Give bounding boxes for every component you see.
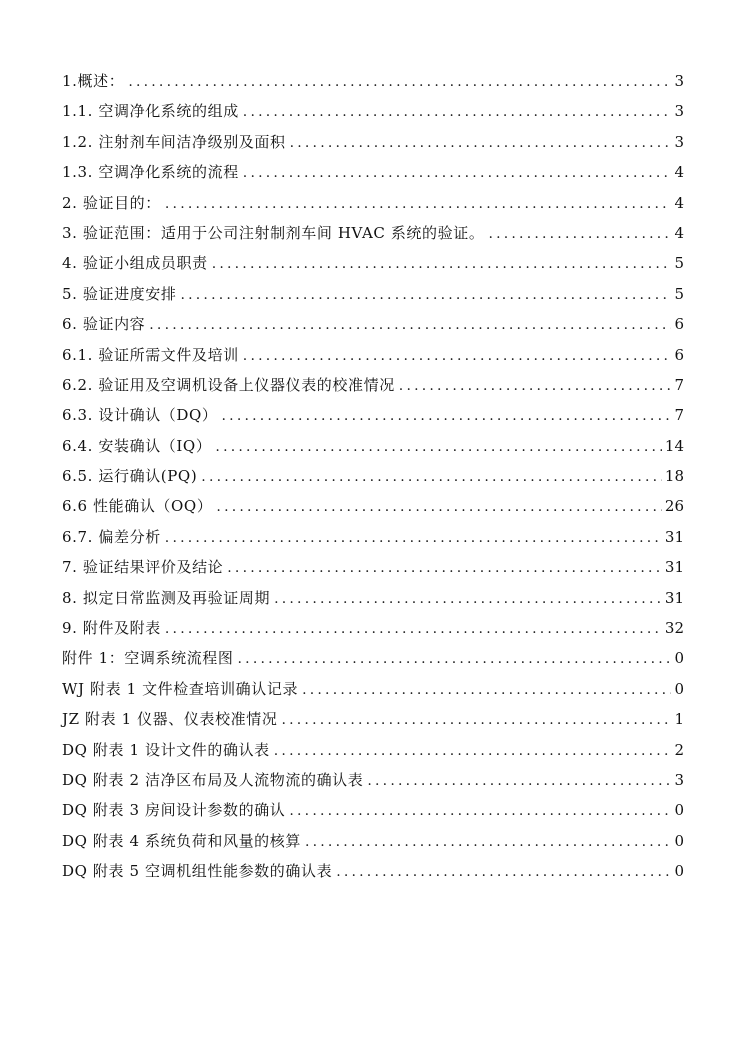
toc-entry-page: 26 xyxy=(664,497,684,516)
toc-entry-title: 6.2. 验证用及空调机设备上仪器仪表的校准情况 xyxy=(62,375,395,394)
toc-entry[interactable] xyxy=(62,400,684,430)
toc-entry[interactable] xyxy=(62,643,684,673)
toc-entry[interactable] xyxy=(62,218,684,248)
toc-entry-page: 3 xyxy=(674,72,684,90)
toc-entry[interactable] xyxy=(62,309,684,339)
toc-entry-page: 6 xyxy=(674,345,684,364)
toc-leader-dots xyxy=(149,310,671,340)
table-of-contents xyxy=(62,66,684,887)
toc-entry-title: 7. 验证结果评价及结论 xyxy=(62,558,224,577)
toc-entry[interactable] xyxy=(62,461,684,491)
toc-entry-page: 31 xyxy=(664,527,684,546)
toc-leader-dots xyxy=(281,705,671,735)
toc-leader-dots xyxy=(367,766,671,796)
toc-entry-title: 1.2. 注射剂车间洁净级别及面积 xyxy=(62,132,286,151)
toc-entry-page: 3 xyxy=(674,770,684,789)
toc-leader-dots xyxy=(302,675,671,705)
toc-leader-dots xyxy=(243,341,672,371)
toc-entry-page: 0 xyxy=(674,679,684,698)
toc-leader-dots xyxy=(289,796,671,826)
toc-leader-dots xyxy=(243,97,672,127)
toc-entry[interactable] xyxy=(62,340,684,370)
toc-entry[interactable] xyxy=(62,157,684,187)
toc-leader-dots xyxy=(399,371,672,401)
toc-entry[interactable] xyxy=(62,66,684,96)
toc-entry[interactable] xyxy=(62,522,684,552)
toc-entry[interactable] xyxy=(62,431,684,461)
toc-leader-dots xyxy=(488,219,671,249)
toc-entry-title: DQ 附表 2 洁净区布局及人流物流的确认表 xyxy=(62,770,364,789)
toc-entry-page: 18 xyxy=(664,467,684,486)
toc-leader-dots xyxy=(243,158,672,188)
toc-entry-page: 0 xyxy=(674,649,684,668)
toc-leader-dots xyxy=(165,523,662,553)
toc-entry-page: 31 xyxy=(664,588,684,607)
toc-entry-page: 1 xyxy=(674,710,684,729)
toc-leader-dots xyxy=(274,584,662,614)
toc-entry-title: 6.3. 设计确认（DQ） xyxy=(62,406,218,425)
toc-entry-page: 4 xyxy=(674,193,684,212)
toc-entry[interactable] xyxy=(62,127,684,157)
toc-entry-page: 6 xyxy=(674,315,684,334)
toc-entry-title: 1.1. 空调净化系统的组成 xyxy=(62,102,239,121)
toc-entry[interactable] xyxy=(62,188,684,218)
toc-leader-dots xyxy=(274,736,672,766)
toc-leader-dots xyxy=(222,401,672,431)
toc-entry-title: 8. 拟定日常监测及再验证周期 xyxy=(62,588,271,607)
toc-leader-dots xyxy=(238,644,672,674)
toc-entry[interactable] xyxy=(62,826,684,856)
toc-entry[interactable] xyxy=(62,279,684,309)
toc-entry-title: 9. 附件及附表 xyxy=(62,619,161,638)
toc-entry-page: 4 xyxy=(674,163,684,182)
toc-entry-title: 6. 验证内容 xyxy=(62,315,146,334)
toc-entry-page: 5 xyxy=(674,284,684,303)
toc-entry-title: 6.1. 验证所需文件及培训 xyxy=(62,345,239,364)
toc-entry[interactable] xyxy=(62,735,684,765)
toc-leader-dots xyxy=(215,432,661,462)
toc-entry-page: 14 xyxy=(664,436,684,455)
toc-entry-page: 4 xyxy=(674,223,684,242)
toc-entry-title: 6.7. 偏差分析 xyxy=(62,527,161,546)
toc-entry[interactable] xyxy=(62,613,684,643)
toc-entry-title: DQ 附表 3 房间设计参数的确认 xyxy=(62,801,286,820)
toc-entry[interactable] xyxy=(62,96,684,126)
toc-entry-page: 0 xyxy=(674,862,684,881)
toc-leader-dots xyxy=(227,553,662,583)
toc-entry[interactable] xyxy=(62,674,684,704)
toc-entry[interactable] xyxy=(62,704,684,734)
toc-entry-title: WJ 附表 1 文件检查培训确认记录 xyxy=(62,679,299,698)
toc-leader-dots xyxy=(165,614,662,644)
toc-entry-page: 3 xyxy=(674,102,684,121)
toc-entry[interactable] xyxy=(62,248,684,278)
toc-entry-title: 4. 验证小组成员职责 xyxy=(62,254,208,273)
toc-leader-dots xyxy=(305,827,671,857)
toc-entry-page: 7 xyxy=(674,375,684,394)
toc-entry-title: 6.4. 安装确认（IQ） xyxy=(62,436,212,455)
toc-leader-dots xyxy=(216,492,661,522)
toc-entry-title: DQ 附表 5 空调机组性能参数的确认表 xyxy=(62,862,333,881)
toc-entry-title: DQ 附表 1 设计文件的确认表 xyxy=(62,740,270,759)
toc-entry-page: 7 xyxy=(674,406,684,425)
toc-entry[interactable] xyxy=(62,795,684,825)
toc-entry-page: 3 xyxy=(674,132,684,151)
toc-leader-dots xyxy=(180,280,671,310)
toc-entry[interactable] xyxy=(62,552,684,582)
toc-entry-title: 附件 1：空调系统流程图 xyxy=(62,649,234,668)
toc-entry-title: JZ 附表 1 仪器、仪表校准情况 xyxy=(62,710,278,729)
toc-entry-page: 0 xyxy=(674,831,684,850)
toc-entry[interactable] xyxy=(62,583,684,613)
toc-entry-page: 0 xyxy=(674,801,684,820)
toc-leader-dots xyxy=(128,67,671,97)
toc-entry-title: DQ 附表 4 系统负荷和风量的核算 xyxy=(62,831,301,850)
toc-entry-title: 1.概述： xyxy=(62,72,125,90)
toc-entry-page: 31 xyxy=(664,558,684,577)
toc-entry[interactable] xyxy=(62,491,684,521)
toc-entry-page: 32 xyxy=(664,619,684,638)
toc-leader-dots xyxy=(336,857,671,887)
toc-entry[interactable] xyxy=(62,370,684,400)
toc-entry-title: 6.6 性能确认（OQ） xyxy=(62,497,213,516)
toc-entry-page: 5 xyxy=(674,254,684,273)
toc-entry-title: 3. 验证范围：适用于公司注射制剂车间 HVAC 系统的验证。 xyxy=(62,223,485,242)
toc-leader-dots xyxy=(212,249,672,279)
toc-entry[interactable] xyxy=(62,765,684,795)
toc-entry-title: 1.3. 空调净化系统的流程 xyxy=(62,163,239,182)
toc-leader-dots xyxy=(165,189,672,219)
toc-entry-title: 6.5. 运行确认(PQ) xyxy=(62,467,198,486)
toc-leader-dots xyxy=(201,462,662,492)
toc-entry-title: 5. 验证进度安排 xyxy=(62,284,177,303)
toc-leader-dots xyxy=(290,128,672,158)
toc-entry[interactable] xyxy=(62,856,684,886)
toc-entry-title: 2. 验证目的： xyxy=(62,193,161,212)
toc-entry-page: 2 xyxy=(674,740,684,759)
